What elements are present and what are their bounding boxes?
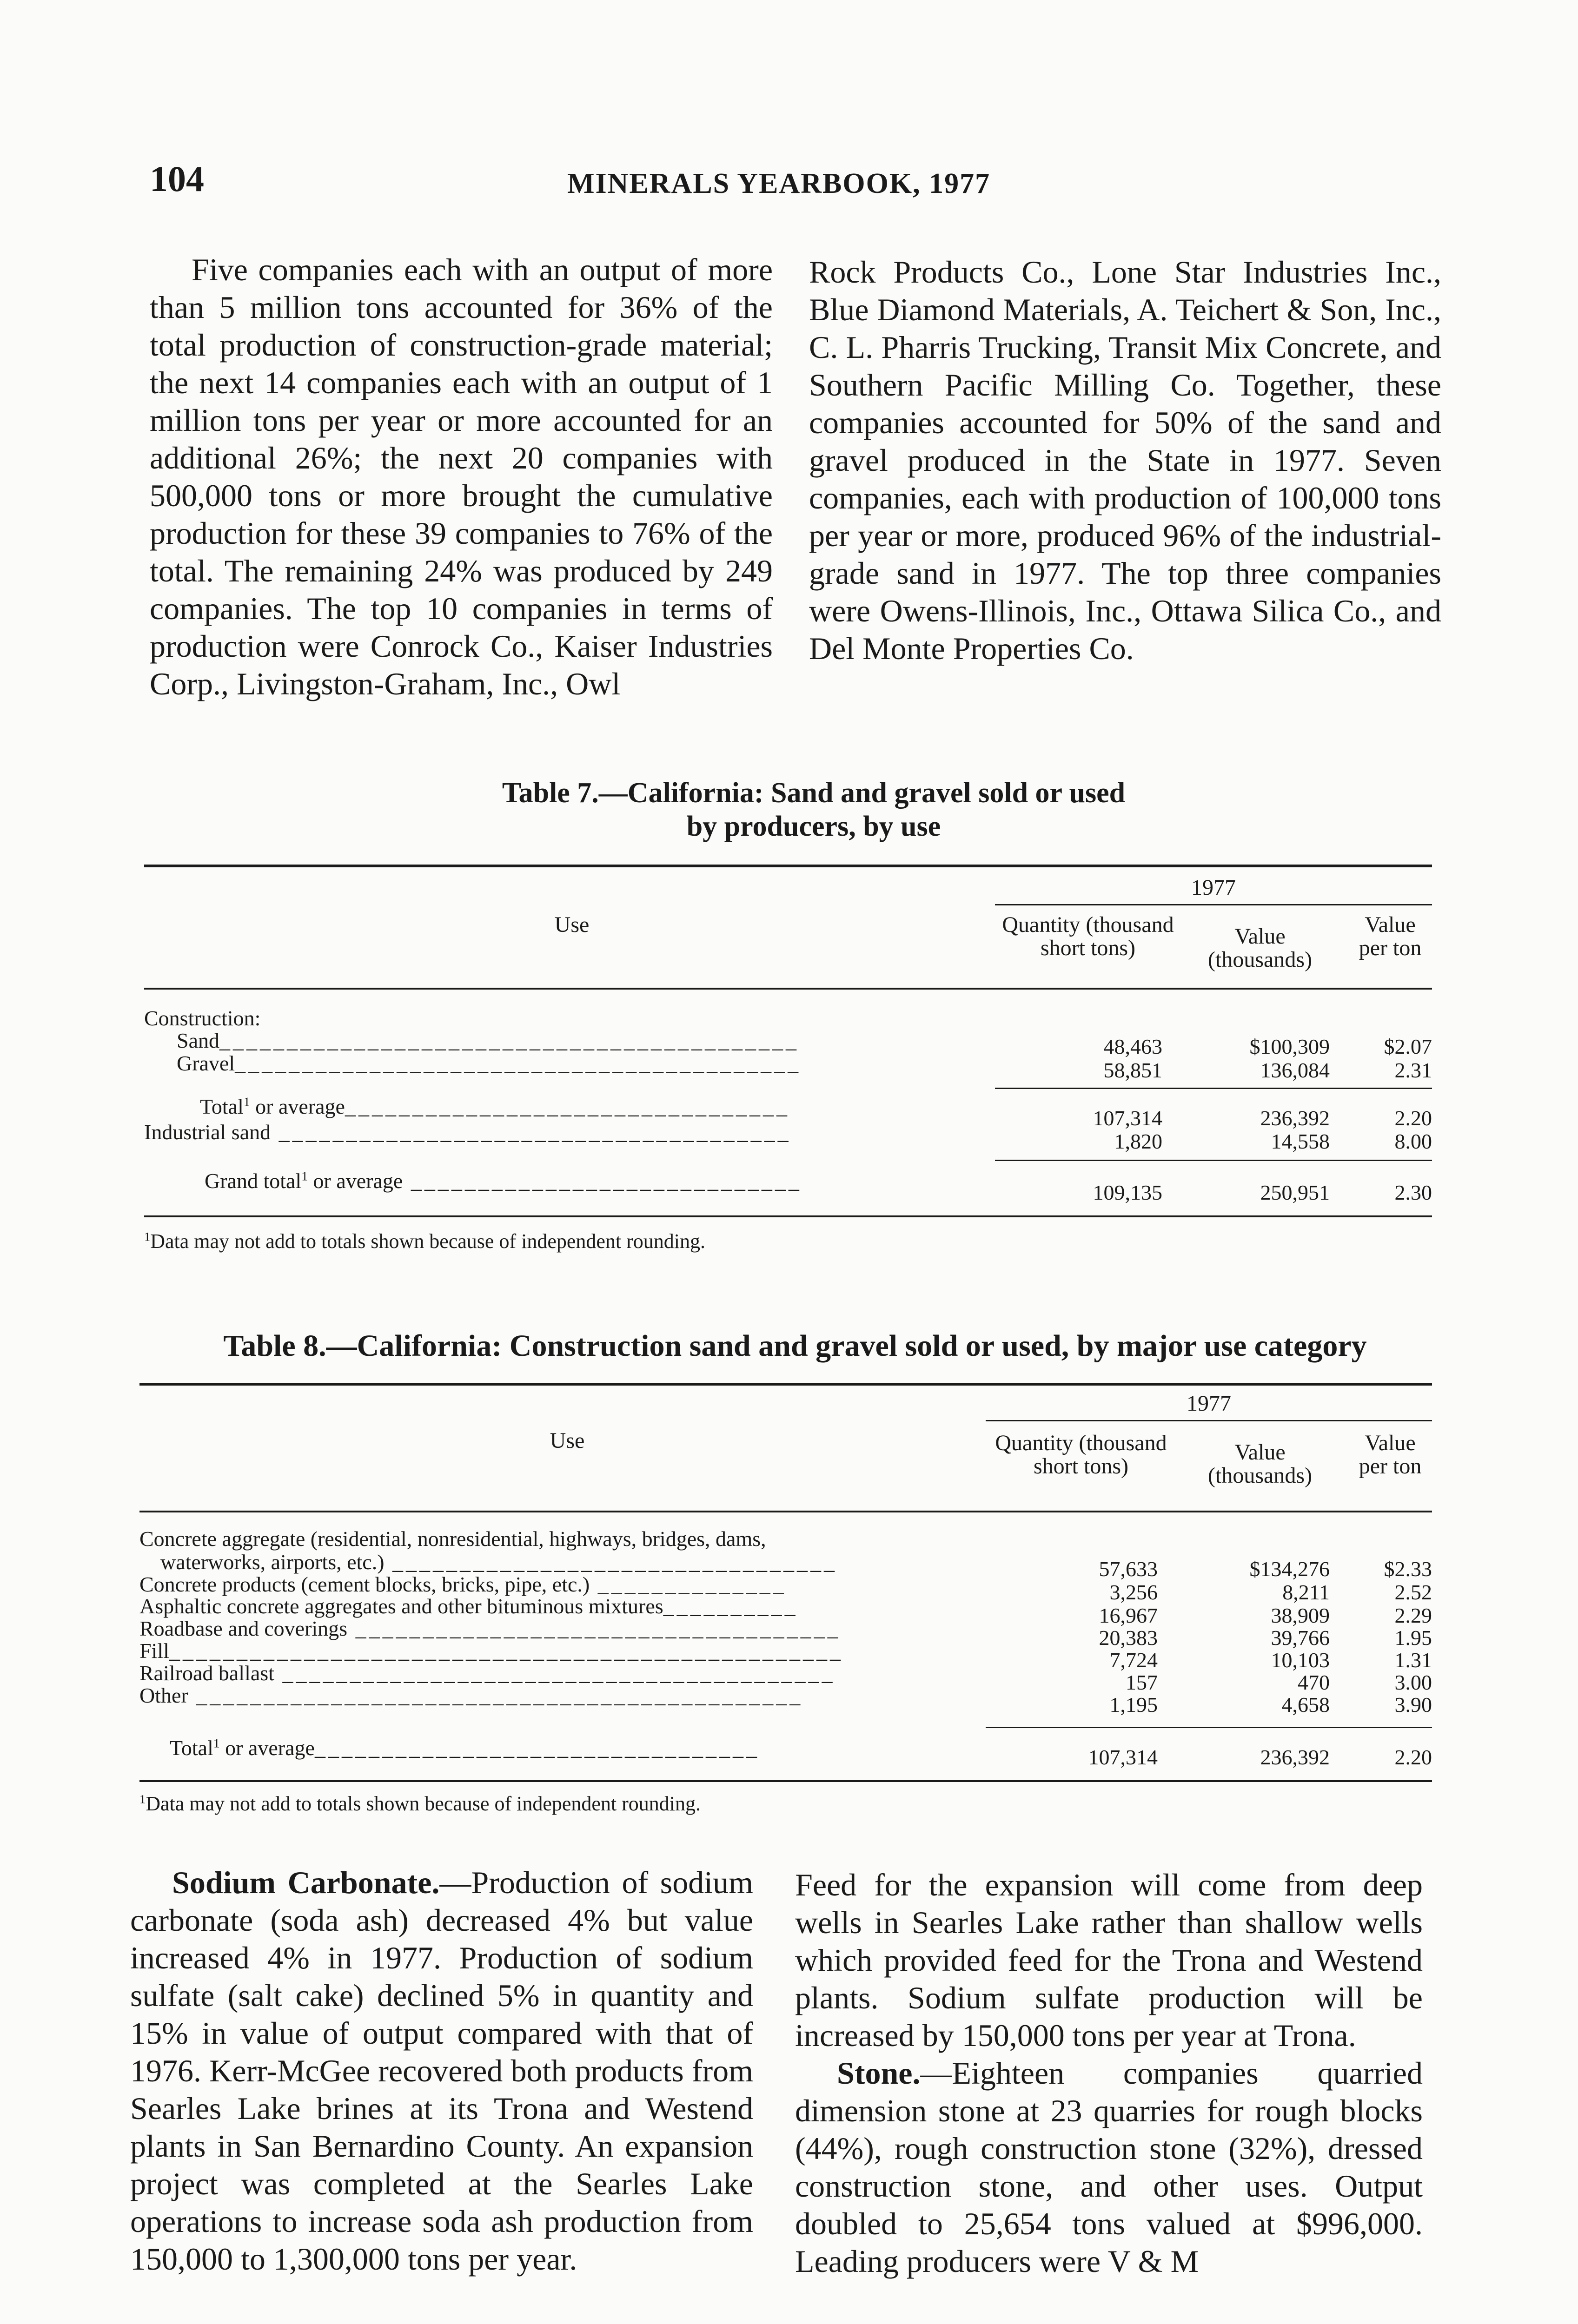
table-row: Concrete aggregate (residential, nonresidential, highways, bridges, dams, xyxy=(139,1527,766,1551)
table8-qty: 57,633 xyxy=(1099,1557,1158,1581)
table-row: Sand___________________________________________ xyxy=(177,1029,799,1052)
table8-value: 470 xyxy=(1298,1670,1330,1694)
table7-qty: 1,820 xyxy=(1114,1129,1162,1153)
table-row: Gravel__________________________________________ xyxy=(177,1051,802,1075)
table8-footnote: $^1$Data may not add to totals shown because of independent rounding. xyxy=(139,1792,701,1815)
table8-value: 10,103 xyxy=(1271,1648,1330,1672)
table7-vpt: 2.31 xyxy=(1394,1058,1432,1082)
table7-year: 1977 xyxy=(1191,875,1236,900)
table7-col-vpt: Value per ton xyxy=(1359,912,1422,960)
table8-value: 236,392 xyxy=(1260,1745,1330,1769)
intro-right-column xyxy=(809,253,1441,667)
table8-vpt: $2.33 xyxy=(1384,1557,1432,1581)
table8-qty: 157 xyxy=(1126,1670,1158,1694)
table8-qty: 1,195 xyxy=(1109,1693,1158,1717)
table7-top-rule xyxy=(144,865,1432,867)
table7-value: $100,309 xyxy=(1249,1035,1330,1058)
table-row: Roadbase and coverings ____________________________________ xyxy=(139,1617,841,1640)
table8-vpt: 2.29 xyxy=(1394,1604,1432,1627)
table7-title-line1: Table 7.—California: Sand and gravel sold or used xyxy=(502,777,1126,809)
intro-paragraph-left: Five companies each with an output of more than 5 million tons accounted for 36% of the total production of construction-grade material; the next 14 companies each with an output of 1 million tons per year or more accounted for an additional 26%; the next 20 companies with 500,000 tons or more brought the cumulative production for these 39 companies to 76% of the total. The remaining 24% was produced by 249 companies. The top 10 companies in terms of production were Conrock Co., Kaiser Industries Corp., Livingston-Graham, Inc., Owl xyxy=(150,252,773,701)
table8-vpt: 3.00 xyxy=(1394,1670,1432,1694)
table8-qty: 20,383 xyxy=(1099,1626,1158,1650)
table-row: Industrial sand ______________________________________ xyxy=(144,1120,791,1144)
table7-vpt: $2.07 xyxy=(1384,1035,1432,1058)
table7-vpt: 2.20 xyxy=(1394,1106,1432,1130)
table-row: Concrete products (cement blocks, bricks, pipe, etc.) ______________ xyxy=(139,1572,787,1596)
table8-title: Table 8.—California: Construction sand and gravel sold or used, by major use category xyxy=(223,1329,1367,1363)
table8-value: $134,276 xyxy=(1249,1557,1330,1581)
table7-qty: 107,314 xyxy=(1093,1106,1162,1130)
table8-total-rule xyxy=(986,1727,1432,1728)
table8-col-value: Value (thousands) xyxy=(1208,1440,1312,1488)
table8-header-rule xyxy=(139,1511,1432,1512)
table7-value: 236,392 xyxy=(1260,1106,1330,1130)
table8-vpt: 3.90 xyxy=(1394,1693,1432,1717)
table7-qty: 109,135 xyxy=(1093,1181,1162,1204)
table7-value: 14,558 xyxy=(1271,1129,1330,1153)
sodium-column xyxy=(130,1864,753,2278)
table-row: Fill__________________________________________________ xyxy=(139,1639,843,1663)
table8-year: 1977 xyxy=(1187,1391,1231,1416)
sodium-paragraph: Sodium Carbonate.—Production of sodium carbonate (soda ash) decreased 4% but value increased 4% in 1977. Production of sodium sulfate (salt cake) declined 5% in quantity and 15% in value of output compared with that of 1976. Kerr-McGee recovered both products from Searles Lake brines at its Trona and Westend plants in San Bernardino County. An expansion project was completed at the Searles Lake operations to increase soda ash production from 150,000 to 1,300,000 tons per year. xyxy=(130,1865,753,2277)
table7-qty: 48,463 xyxy=(1103,1035,1162,1058)
table7-title xyxy=(372,776,1255,843)
table-row: Total$^1$ or average_________________________________ xyxy=(170,1736,760,1760)
table7-qty: 58,851 xyxy=(1103,1058,1162,1082)
table8-vpt: 2.52 xyxy=(1394,1580,1432,1604)
table7-header-rule xyxy=(144,988,1432,990)
right-bottom-column xyxy=(795,1866,1423,2280)
table7-group-label: Construction: xyxy=(144,1006,261,1030)
sodium-continued: Feed for the expansion will come from deep wells in Searles Lake rather than shallow wells which provided feed for the Trona and Westend plants. Sodium sulfate production will be increased by 150,000 tons per year at Trona. xyxy=(795,1867,1423,2053)
page-number: 104 xyxy=(150,158,204,199)
table7-value: 250,951 xyxy=(1260,1181,1330,1204)
table7-grandtotal-rule xyxy=(995,1160,1432,1161)
table8-col-use: Use xyxy=(550,1428,585,1453)
table-row: Railroad ballast _________________________________________ xyxy=(139,1661,835,1685)
table8-value: 38,909 xyxy=(1271,1604,1330,1627)
table8-bottom-rule xyxy=(139,1780,1432,1782)
table8-value: 8,211 xyxy=(1282,1580,1330,1604)
table7-vpt: 8.00 xyxy=(1394,1129,1432,1153)
stone-heading: Stone. xyxy=(837,2055,921,2091)
table7-subtotal-rule xyxy=(995,1088,1432,1089)
table8-col-vpt: Value per ton xyxy=(1359,1431,1422,1479)
table-row: Other _____________________________________________ xyxy=(139,1684,803,1707)
table7-year-rule xyxy=(995,904,1432,905)
table7-value: 136,084 xyxy=(1260,1058,1330,1082)
table8-qty: 107,314 xyxy=(1088,1745,1158,1769)
table-row: Grand total$^1$ or average _____________________________ xyxy=(205,1169,802,1193)
table8-qty: 7,724 xyxy=(1109,1648,1158,1672)
table8-vpt: 1.95 xyxy=(1394,1626,1432,1650)
table8-vpt: 2.20 xyxy=(1394,1745,1432,1769)
table7-title-line2: by producers, by use xyxy=(686,811,941,842)
table8-qty: 16,967 xyxy=(1099,1604,1158,1627)
table8-col-qty: Quantity (thousand short tons) xyxy=(995,1431,1167,1479)
table7-bottom-rule xyxy=(144,1215,1432,1217)
table8-value: 4,658 xyxy=(1281,1693,1330,1717)
intro-paragraph-right: Rock Products Co., Lone Star Industries Inc., Blue Diamond Materials, A. Teichert & Son, Inc., C. L. Pharris Trucking, Transit Mix Concrete, and Southern Pacific Milling Co. Together, these companies accounted for 50% of the sand and gravel produced in the State in 1977. Seven companies, each with production of 100,000 tons per year or more, produced 96% of the industrial-grade sand in 1977. The top three companies were Owens-Illinois, Inc., Ottawa Silica Co., and Del Monte Properties Co. xyxy=(809,254,1441,666)
table8-vpt: 1.31 xyxy=(1394,1648,1432,1672)
table8-qty: 3,256 xyxy=(1109,1580,1158,1604)
table7-col-value: Value (thousands) xyxy=(1208,924,1312,972)
running-title: MINERALS YEARBOOK, 1977 xyxy=(567,168,991,199)
table7-footnote: $^1$Data may not add to totals shown because of independent rounding. xyxy=(144,1229,706,1253)
sodium-heading: Sodium Carbonate. xyxy=(172,1865,440,1900)
table7-col-qty: Quantity (thousand short tons) xyxy=(1002,912,1174,960)
table-row: waterworks, airports, etc.) _________________________________ xyxy=(160,1550,838,1574)
table8-top-rule xyxy=(139,1383,1432,1386)
table-row: Total$^1$ or average_________________________________ xyxy=(200,1095,790,1118)
table8-value: 39,766 xyxy=(1271,1626,1330,1650)
table8-year-rule xyxy=(986,1420,1432,1421)
table7-col-use: Use xyxy=(554,912,590,937)
table7-vpt: 2.30 xyxy=(1394,1181,1432,1204)
table-row: Asphaltic concrete aggregates and other bituminous mixtures__________ xyxy=(139,1594,798,1618)
intro-left-column xyxy=(150,251,773,703)
stone-paragraph: Stone.—Eighteen companies quarried dimension stone at 23 quarries for rough blocks (44%), rough construction stone (32%), dressed construction stone, and other uses. Output doubled to 25,654 tons valued at $996,000. Leading producers were V & M xyxy=(795,2055,1423,2279)
